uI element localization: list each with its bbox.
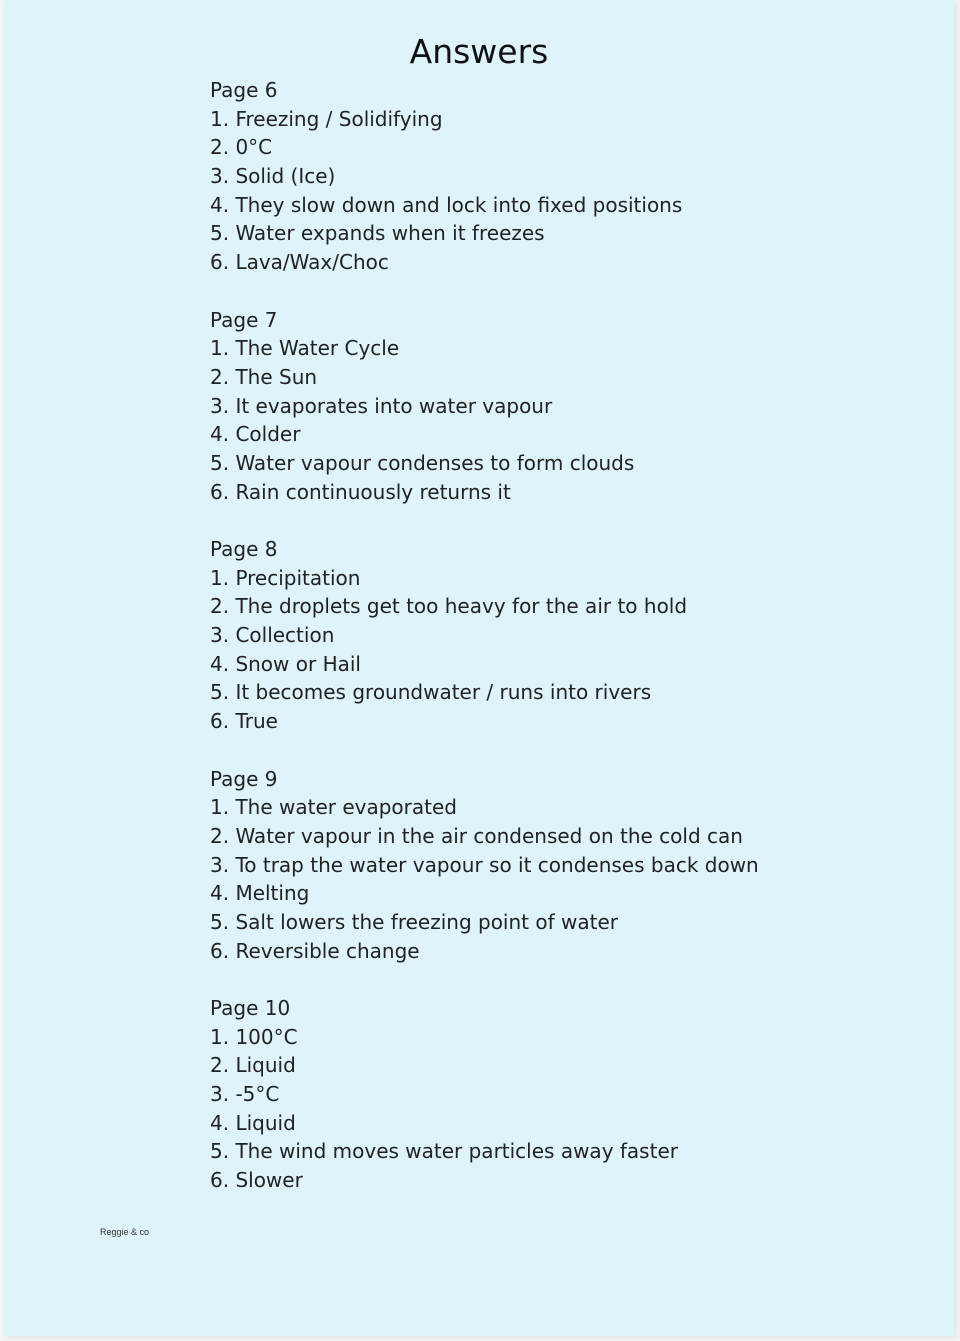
answer-item: 5. Salt lowers the freezing point of water — [210, 909, 618, 934]
answer-item: 6. True — [210, 709, 278, 734]
answer-item: 3. Solid (Ice) — [210, 164, 336, 189]
section-heading: Page 10 — [210, 996, 291, 1020]
answer-item: 1. Freezing / Solidifying — [210, 106, 443, 131]
answer-item: 1. Precipitation — [210, 565, 361, 590]
answer-item: 3. It evaporates into water vapour — [210, 393, 553, 418]
answer-item: 5. Water expands when it freezes — [210, 221, 545, 246]
answer-item: 1. The Water Cycle — [210, 336, 400, 361]
answer-item: 5. It becomes groundwater / runs into rivers — [210, 680, 652, 705]
section-heading: Page 8 — [210, 537, 278, 561]
section-heading: Page 9 — [210, 766, 278, 791]
answer-sheet — [4, 0, 954, 1336]
answer-item: 4. Liquid — [210, 1110, 296, 1135]
answer-section — [210, 765, 759, 966]
answer-item: 1. 100°C — [210, 1024, 298, 1049]
answer-item: 5. Water vapour condenses to form clouds — [210, 450, 635, 475]
answer-item: 2. The droplets get too heavy for the air to hold — [210, 594, 688, 619]
section-heading: Page 6 — [210, 78, 278, 102]
answer-item: 2. Water vapour in the air condensed on the cold can — [210, 823, 743, 848]
answer-item: 5. The wind moves water particles away faster — [210, 1139, 678, 1164]
answer-item: 4. Snow or Hail — [210, 651, 361, 676]
answer-item: 3. To trap the water vapour so it condenses back down — [210, 852, 759, 877]
answer-item: 6. Rain continuously returns it — [210, 479, 511, 504]
answer-item: 4. Melting — [210, 881, 310, 906]
answer-item: 6. Lava/Wax/Choc — [210, 250, 389, 275]
answer-item: 1. The water evaporated — [210, 795, 457, 820]
answer-section — [210, 76, 759, 277]
answer-item: 4. They slow down and lock into fixed positions — [210, 192, 683, 217]
answer-item: 3. Collection — [210, 623, 335, 648]
answer-section — [210, 994, 759, 1195]
answer-section — [210, 306, 759, 507]
answer-item: 2. The Sun — [210, 364, 318, 389]
answer-item: 3. -5°C — [210, 1082, 280, 1107]
answer-section — [210, 535, 759, 736]
answers-list — [210, 76, 759, 1224]
answer-item: 4. Colder — [210, 422, 301, 447]
answer-item: 6. Slower — [210, 1168, 303, 1193]
answer-item: 2. 0°C — [210, 135, 273, 160]
answer-item: 2. Liquid — [210, 1053, 296, 1078]
answer-item: 6. Reversible change — [210, 938, 420, 963]
page-title: Answers — [409, 32, 549, 71]
section-heading: Page 7 — [210, 307, 278, 332]
footer-credit: Reggie & co — [100, 1227, 150, 1237]
